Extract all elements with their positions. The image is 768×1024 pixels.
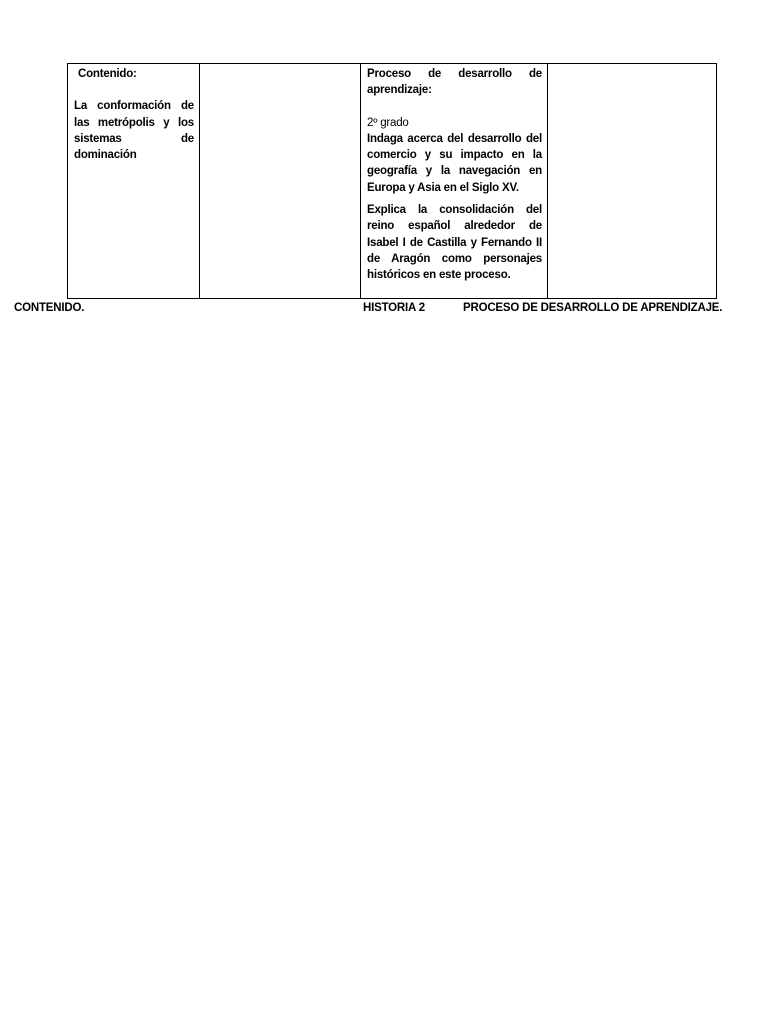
proceso-paragraph-1: Indaga acerca del desarrollo del comercio y su impacto en la geografía y la navegación en Europa y Asia en el Siglo XV. — [367, 132, 542, 194]
grade-label: 2º grado — [367, 116, 409, 129]
footer-proceso: PROCESO DE DESARROLLO DE APRENDIZAJE. — [463, 302, 723, 314]
contenido-body: La conformación de las metrópolis y los sistemas de dominación — [74, 100, 194, 162]
contenido-cell — [68, 64, 200, 299]
table-row — [68, 64, 717, 299]
content-table — [67, 63, 717, 299]
empty-cell-4 — [548, 64, 717, 299]
footer-contenido: CONTENIDO. — [14, 302, 85, 314]
proceso-paragraph-2: Explica la consolidación del reino español alrededor de Isabel I de Castilla y Fernando II de Aragón como personajes históricos en este proceso. — [367, 204, 542, 282]
empty-cell-2 — [200, 64, 361, 299]
footer-historia: HISTORIA 2 — [363, 302, 425, 314]
contenido-heading: Contenido: — [78, 68, 137, 80]
proceso-heading: Proceso de desarrollo de aprendizaje: — [367, 68, 542, 97]
proceso-cell — [361, 64, 548, 299]
